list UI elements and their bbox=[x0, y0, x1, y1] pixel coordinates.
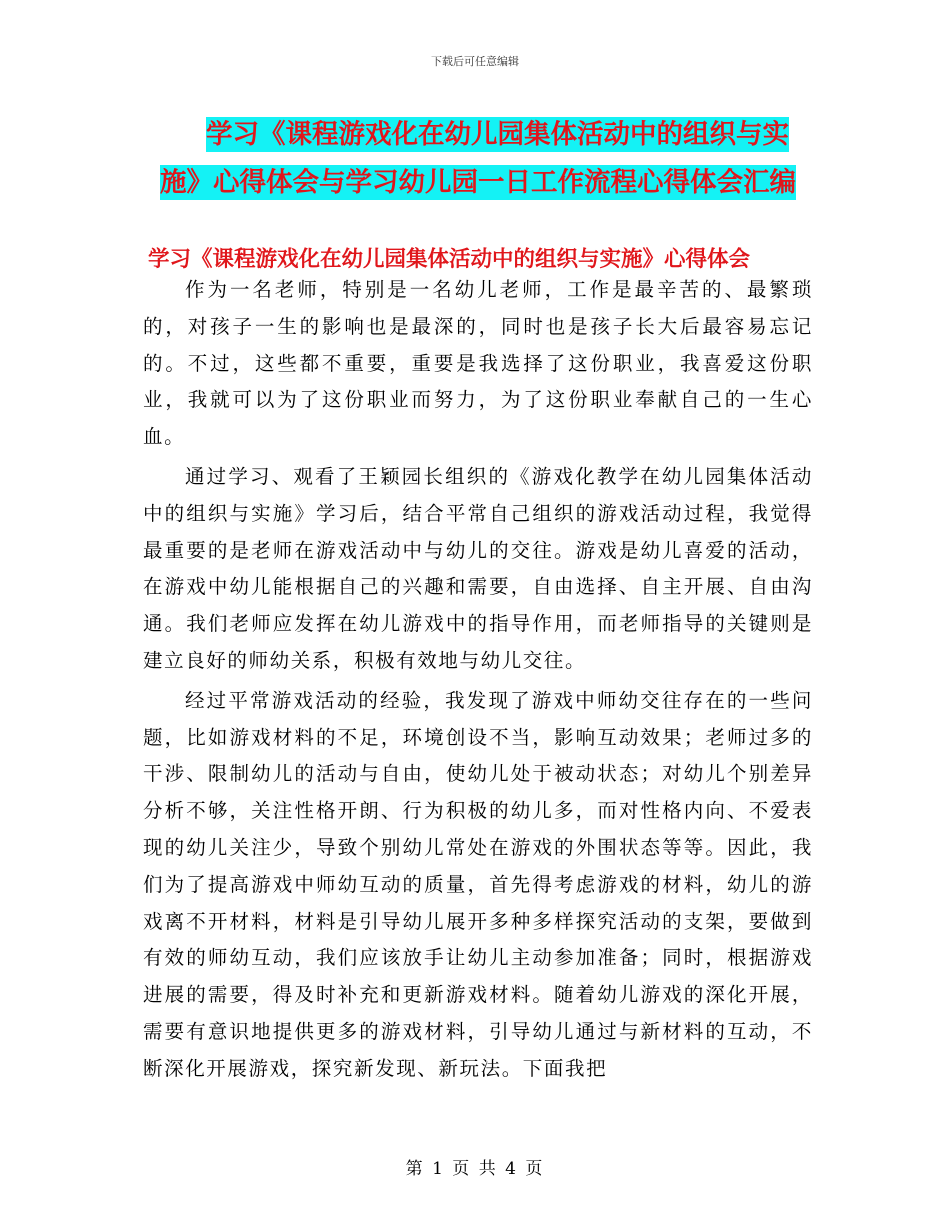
document-title bbox=[160, 111, 800, 207]
page-footer: 第 1 页 共 4 页 bbox=[405, 1159, 545, 1179]
header-note: 下载后可任意编辑 bbox=[431, 55, 519, 68]
body-text bbox=[143, 272, 813, 1091]
section-heading: 学习《课程游戏化在幼儿园集体活动中的组织与实施》心得体会 bbox=[148, 247, 751, 272]
title-line-1: 学习《课程游戏化在幼儿园集体活动中的组织与实 bbox=[206, 119, 789, 150]
title-line-2: 施》心得体会与学习幼儿园一日工作流程心得体会汇编 bbox=[160, 167, 796, 198]
paragraph: 通过学习、观看了王颖园长组织的《游戏化教学在幼儿园集体活动中的组织与实施》学习后，结合平常自己组织的游戏活动过程，我觉得最重要的是老师在游戏活动中与幼儿的交往。游戏是幼儿喜爱的活动，在游戏中幼儿能根据自己的兴趣和需要，自由选择、自主开展、自由沟通。我们老师应发挥在幼儿游戏中的指导作用，而老师指导的关键则是建立良好的师幼关系，积极有效地与幼儿交往。 bbox=[143, 464, 813, 672]
paragraph: 作为一名老师，特别是一名幼儿老师，工作是最辛苦的、最繁琐的，对孩子一生的影响也是最深的，同时也是孩子长大后最容易忘记的。不过，这些都不重要，重要是我选择了这份职业，我喜爱这份职业，我就可以为了这份职业而努力，为了这份职业奉献自己的一生心血。 bbox=[143, 278, 813, 449]
paragraph: 经过平常游戏活动的经验，我发现了游戏中师幼交往存在的一些问题，比如游戏材料的不足，环境创设不当，影响互动效果；老师过多的干涉、限制幼儿的活动与自由，使幼儿处于被动状态；对幼儿个别差异分析不够，关注性格开朗、行为积极的幼儿多，而对性格内向、不爱表现的幼儿关注少，导致个别幼儿常处在游戏的外围状态等等。因此，我们为了提高游戏中师幼互动的质量，首先得考虑游戏的材料，幼儿的游戏离不开材料，材料是引导幼儿展开多种多样探究活动的支架，要做到有效的师幼互动，我们应该放手让幼儿主动参加准备；同时，根据游戏进展的需要，得及时补充和更新游戏材料。随着幼儿游戏的深化开展，需要有意识地提供更多的游戏材料，引导幼儿通过与新材料的互动，不断深化开展游戏，探究新发现、新玩法。下面我把 bbox=[143, 688, 813, 1080]
